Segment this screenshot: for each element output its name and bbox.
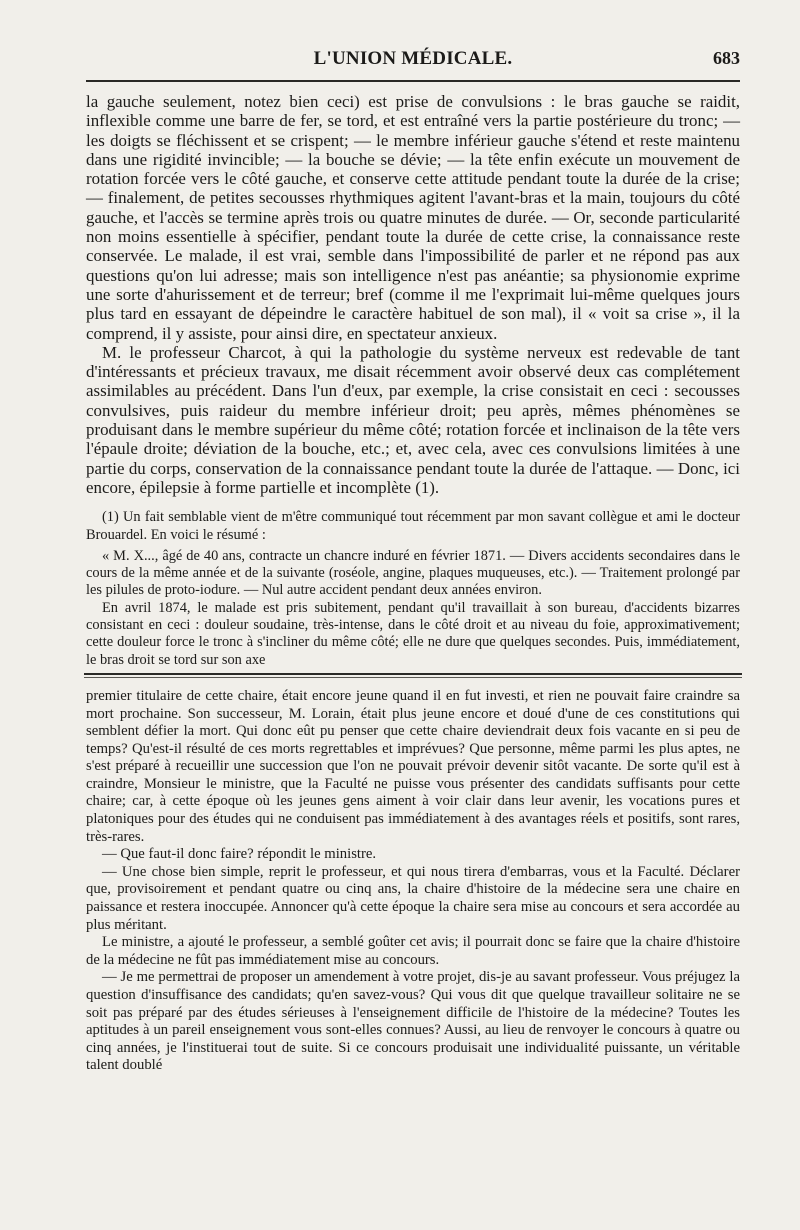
- main-article: [86, 92, 740, 497]
- feuilleton-section: [86, 688, 740, 1075]
- article-paragraph: la gauche seulement, notez bien ceci) est prise de convulsions : le bras gauche se raidit, inflexible comme une barre de fer, se tord, et est entraîné vers la partie postérieure du tronc; — les doigts se fléchissent et se crispent; — le membre inférieur gauche s'étend et reste maintenu dans une rigidité invincible; — la bouche se dévie; — la tête enfin exécute un mouvement de rotation forcée vers le côté gauche, et conserve cette attitude pendant toute la durée de la crise; — finalement, de petites secousses rhythmiques agitent l'avant-bras et la main, toujours du côté gauche, et l'accès se termine après trois ou quatre minutes de durée. — Or, seconde particularité non moins essentielle à spécifier, pendant toute la durée de cette crise, la connaissance reste conservée. Le malade, il est vrai, semble dans l'impossibilité de parler et ne répond pas aux questions qu'on lui adresse; mais son intelligence n'est pas anéantie; sa physionomie exprime une sorte d'ahurissement et de terreur; bref (comme il me l'exprimait lui-même quelques jours plus tard en essayant de dépeindre le caractère habituel de son mal), il « voit sa crise », il la comprend, il y assiste, pour ainsi dire, en spectateur anxieux.: [86, 92, 740, 343]
- feuilleton-paragraph: — Que faut-il donc faire? répondit le ministre.: [102, 846, 377, 863]
- footnote-intro: (1) Un fait semblable vient de m'être communiqué tout récemment par mon savant collègue et ami le docteur Brouardel. En voici le résumé :: [86, 509, 740, 543]
- document-page: [86, 48, 740, 1075]
- footnote-paragraph: En avril 1874, le malade est pris subitement, pendant qu'il travaillait à son bureau, d'accidents bizarres consistant en ceci : douleur soudaine, très-intense, dans le côté droit et au niveau du foie, approximativement; cette douleur force le tronc à s'incliner du même côté; elle ne dure que quelques secondes. Puis, immédiatement, le bras droit se tord sur son axe: [86, 599, 740, 668]
- page-number: 683: [713, 48, 740, 68]
- footnote-paragraph: « M. X..., âgé de 40 ans, contracte un chancre induré en février 1871. — Divers accidents secondaires dans le cours de la même année et de la suivante (roséole, angine, plaques muqueuses, etc.). — Traitement prolongé par les pilules de proto-iodure. — Nul autre accident pendant deux années environ.: [86, 547, 740, 599]
- article-paragraph: M. le professeur Charcot, à qui la pathologie du système nerveux est redevable de tant d'intéressants et précieux travaux, me disait récemment avoir observé deux cas complétement assimilables au précédent. Dans l'un d'eux, par exemple, la crise consistait en ceci : secousses convulsives, puis raideur du membre inférieur droit; peu après, mêmes phénomènes se produisant dans le membre supérieur du même côté; rotation forcée et inclinaison de la tête vers l'épaule droite; déviation de la bouche, etc.; et, avec cela, avec ces convulsions limitées à une partie du corps, conservation de la connaissance pendant toute la durée de l'attaque. — Donc, ici encore, épilepsie à forme partielle et incomplète (1).: [86, 342, 740, 497]
- feuilleton-paragraph: — Une chose bien simple, reprit le professeur, et qui nous tirera d'embarras, vous et la Faculté. Déclarer que, provisoirement et pendant quatre ou cinq ans, la chaire d'histoire de la médecine sera une chaire en paissance et restera inoccupée. Annoncer qu'à cette époque la chaire sera mise au concours et sera accordée au plus méritant.: [86, 863, 740, 933]
- feuilleton-paragraph: Le ministre, a ajouté le professeur, a semblé goûter cet avis; il pourrait donc se faire que la chaire d'histoire de la médecine ne fût pas immédiatement mise au concours.: [86, 934, 740, 968]
- header-rule: [86, 80, 740, 82]
- feuilleton-paragraph: premier titulaire de cette chaire, était encore jeune quand il en fut investi, et rien ne pouvait faire craindre sa mort prochaine. Son successeur, M. Lorain, était plus jeune encore et doué d'une de ces constitutions qui semblent défier la mort. Qui donc eût pu penser que cette chaire deviendrait deux fois vacante en si peu de temps? Qu'est-il résulté de ces morts regrettables et imprévues? Que personne, même parmi les plus aptes, ne s'est préparé à recueillir une succession que l'on ne pouvait prévoir devenir sitôt vacante. De sorte qu'il est à craindre, Monsieur le ministre, que la Faculté ne puisse vous présenter des candidats suffisants pour cette chaire; car, à cette époque où les jeunes gens aiment à voir clair dans leur avenir, les vocations pures et platoniques pour des études qui ne conduisent pas immédiatement à des avantages réels et positifs, sont rares, très-rares.: [86, 687, 740, 845]
- journal-title: L'UNION MÉDICALE.: [313, 48, 513, 69]
- feuilleton-paragraph: — Je me permettrai de proposer un amendement à votre projet, dis-je au savant professeur. Vous préjugez la question d'insuffisance des candidats; qu'en savez-vous? Qui vous dit que quelque travailleur solitaire ne se soit pas préparé par des études sérieuses à l'enseignement difficile de l'histoire de la médecine? Toutes les aptitudes à un pareil enseignement vous sont-elles connues? Aussi, au lieu de renvoyer le concours à quatre ou cinq années, je l'instituerai tout de suite. Si ce concours produisait une individualité puissante, un véritable talent doublé: [86, 969, 740, 1074]
- running-header: [86, 48, 740, 76]
- feuilleton-separator: [84, 673, 742, 678]
- footnote: [86, 509, 740, 669]
